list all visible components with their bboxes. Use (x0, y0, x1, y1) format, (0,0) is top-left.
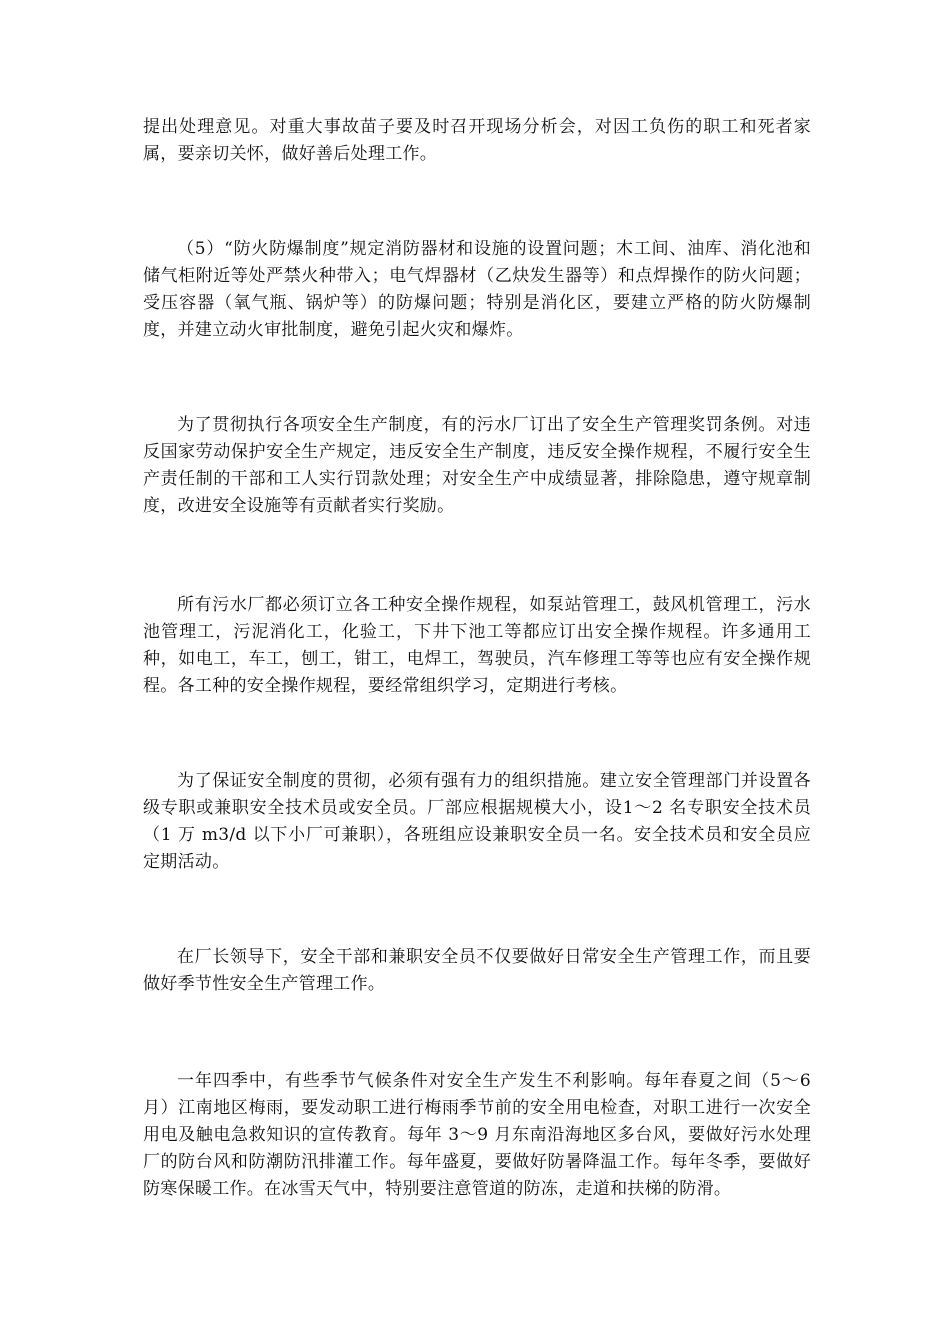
paragraph-5: 为了保证安全制度的贯彻，必须有强有力的组织措施。建立安全管理部门并设置各级专职或兼职安全技术员或安全员。厂部应根据规模大小，设1～2 名专职安全技术员（1 万 m3/d 以下小厂可兼职），各班组应设兼职安全员一名。安全技术员和安全员应定期活动。 (143, 771, 811, 872)
paragraph-2: （5）“防火防爆制度”规定消防器材和设施的设置问题；木工间、油库、消化池和储气柜附近等处严禁火种带入；电气焊器材（乙炔发生器等）和点焊操作的防火问题；受压容器（氧气瓶、锅炉等）的防爆问题；特别是消化区，要建立严格的防火防爆制度，并建立动火审批制度，避免引起火灾和爆炸。 (143, 239, 811, 340)
paragraph-4: 所有污水厂都必须订立各工种安全操作规程，如泵站管理工，鼓风机管理工，污水池管理工，污泥消化工，化验工，下井下池工等都应订出安全操作规程。许多通用工种，如电工，车工，刨工，钳工，电焊工，驾驶员，汽车修理工等等也应有安全操作规程。各工种的安全操作规程，要经常组织学习，定期进行考核。 (143, 595, 811, 696)
paragraph-3: 为了贯彻执行各项安全生产制度，有的污水厂订出了安全生产管理奖罚条例。对违反国家劳动保护安全生产规定，违反安全生产制度，违反安全操作规程，不履行安全生产责任制的干部和工人实行罚款处理；对安全生产中成绩显著，排除隐患，遵守规章制度，改进安全设施等有贡献者实行奖励。 (143, 415, 811, 516)
paragraph-7: 一年四季中，有些季节气候条件对安全生产发生不利影响。每年春夏之间（5～6 月）江南地区梅雨，要发动职工进行梅雨季节前的安全用电检查，对职工进行一次安全用电及触电急救知识的宣传教育。每年 3～9 月东南沿海地区多台风，要做好污水处理厂的防台风和防潮防汛排灌工作。每年盛夏，要做好防暑降温工作。每年冬季，要做好防寒保暖工作。在冰雪天气中，特别要注意管道的防冻，走道和扶梯的防滑。 (143, 1071, 811, 1199)
paragraph-1: 提出处理意见。对重大事故苗子要及时召开现场分析会，对因工负伤的职工和死者家属，要亲切关怀，做好善后处理工作。 (143, 117, 811, 164)
paragraph-6: 在厂长领导下，安全干部和兼职安全员不仅要做好日常安全生产管理工作，而且要做好季节性安全生产管理工作。 (143, 947, 811, 994)
